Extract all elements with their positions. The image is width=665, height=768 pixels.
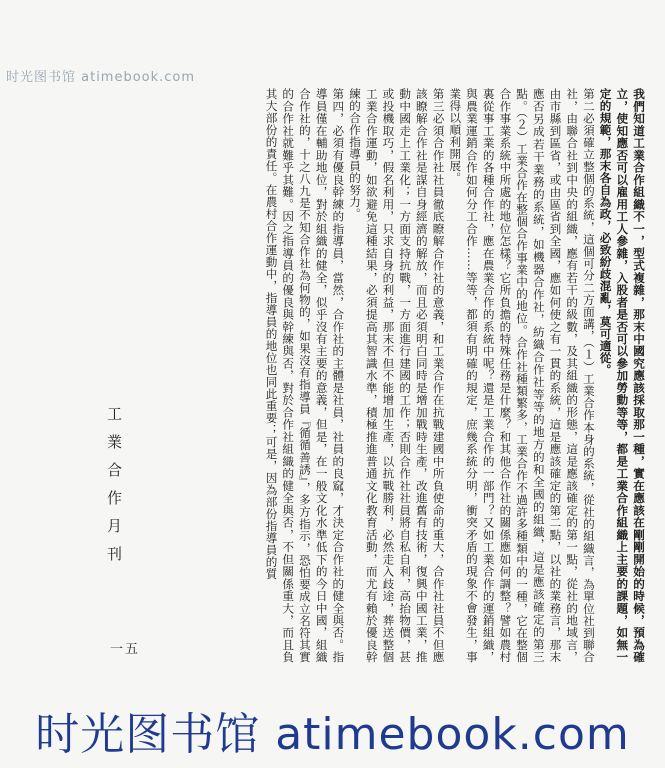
running-head: 工業合作月刊 [105,406,123,574]
paragraph: 第二必須確立整個的系統，這個可分二方面講，（１）工業合作本身的系統，從社的組織言，為單位社到聯合社，由聯合社到中央的組織，應有若干的級數，及其組織的形態，這是應該確定的第一點，從社的地域言，由市縣到區省，或由區省到全國，應如何使之有一貫的系統，這是應該確定的第二點，以社的業務言，那末應否另成若干業務的系統，如機器合作社，紡織合作社等等的地方的和全國的組織，這是應該確定的第三點。（２）工業合作在整個合作事業中的地位。合作社種類繁多，工業合作不過許多種類中的一種，它在整個合作事業系統中所處的地位怎樣？它所負擔的特殊任務是什麼？和其他合作社的關係應如何調整？譬如農村裏從事工業的各種合作社，應在農業合作的系統中呢？還是工業合作的一部門？又如工業合作的運銷組織，與農業運銷合作如何分工合作……等等，都須有明確的規定，庶幾系統分明，衝突矛盾的現象不會發生，事業得以順利開展。 [448,88,596,663]
watermark-bottom: 时光图书馆 atimebook.com [35,709,630,760]
paragraph: 第四，必須有優良幹練的指導員，當然，合作社的主體是社員，社員的良窳，才決定合作社的健全與否。指導員僅在輔助地位，對於組織的健全，似乎沒有主要的意義，但是，在一般文化水準低下的今日中國，組織合作社的，十之八九是不知合作社為何物的，如果沒有指導員『循循善誘』，多方指示，恐怕要成立名符其實的合作社就難乎其難。因之指導員的優良與幹練與否，對於合作社組織的健全與否，不但關係重大，而且負其大部份的責任。在農村合作運動中，指導員的地位也同此重要；可是，因為部份指導員的質 [264,88,346,663]
paragraph: 我們知道工業合作組織不一，型式複雜，那末中國究應該採取那一種，實在應該在剛剛開始的時候，預為確立，使知應否可以雇用工人參雜，入股者是否可以參加勞動等等，都是工業合作組織上主要的課題，如無一定的規範，那末各自為政，必致紛歧混亂，莫可適從。 [598,88,646,663]
page-number: 一五 [110,642,141,657]
article-body [132,88,647,663]
watermark-top: 时光图书馆 atimebook.com [6,70,196,85]
paragraph: 第三必須合作社社員徹底瞭解合作社的意義，和工業合作在抗戰建國中所負使命的重大，合作社社員不但應該瞭解合作社是謀自身經濟的解放，而且必須明白同時是增加戰時生產，改進舊有技術，復興中國工業，推動中國走上工業化；一方面支持抗戰，一方面進行建國的工作；否則合作社社員將自私自利，高抬物價，甚或投機取巧，假名利用，只求自身的利益，那末不但不能增加生產，以抗戰勝利，必然走入歧途，葬送整個工業合作運動，如欲避免這種結果，必須提高其智識水準，積極推進普通文化教育活動，而尤有賴於優良幹練的合作指導員的努力。 [348,88,446,663]
